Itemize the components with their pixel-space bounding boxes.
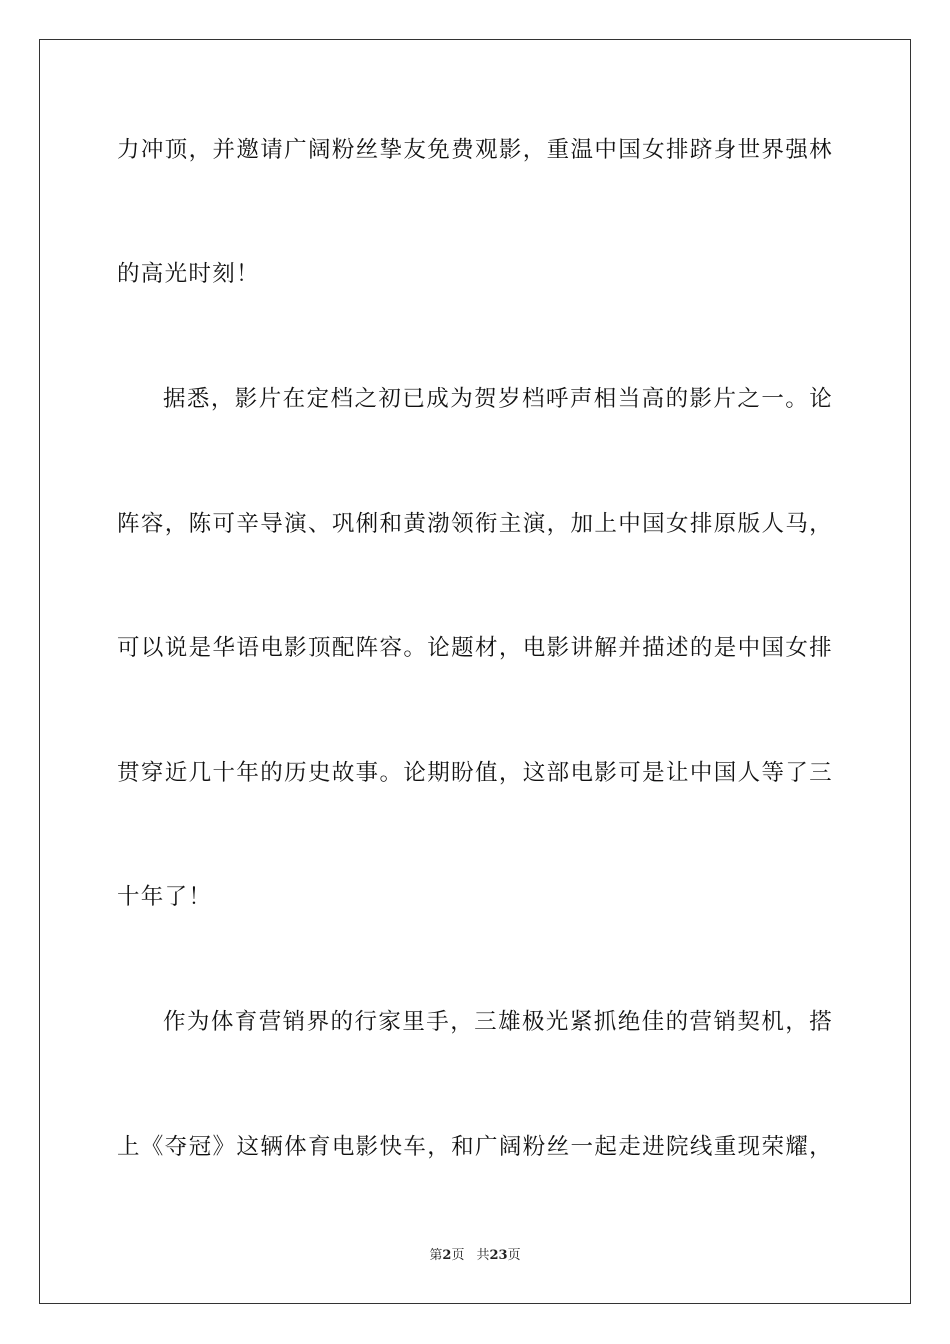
body-line-1: 力冲顶，并邀请广阔粉丝挚友免费观影，重温中国女排跻身世界强林 — [117, 137, 833, 163]
total-suffix: 页 — [507, 1248, 521, 1263]
page-suffix: 页 — [451, 1248, 465, 1263]
body-line-2: 的高光时刻！ — [117, 261, 260, 287]
body-line-6: 贯穿近几十年的历史故事。论期盼值，这部电影可是让中国人等了三 — [117, 760, 833, 786]
total-pages: 23 — [489, 1248, 508, 1263]
page-prefix: 第 — [429, 1248, 443, 1263]
body-line-3: 据悉，影片在定档之初已成为贺岁档呼声相当高的影片之一。论 — [163, 386, 833, 412]
body-line-4: 阵容，陈可辛导演、巩俐和黄渤领衔主演，加上中国女排原版人马， — [117, 511, 833, 537]
page-footer — [0, 1247, 950, 1265]
total-prefix: 共 — [476, 1248, 490, 1263]
body-line-5: 可以说是华语电影顶配阵容。论题材，电影讲解并描述的是中国女排 — [117, 635, 833, 661]
page-number: 2 — [442, 1248, 452, 1263]
page-border — [39, 39, 911, 1304]
body-line-9: 上《夺冠》这辆体育电影快车，和广阔粉丝一起走进院线重现荣耀， — [117, 1134, 833, 1160]
body-line-7: 十年了！ — [117, 884, 213, 910]
body-line-8: 作为体育营销界的行家里手，三雄极光紧抓绝佳的营销契机，搭 — [163, 1009, 833, 1035]
